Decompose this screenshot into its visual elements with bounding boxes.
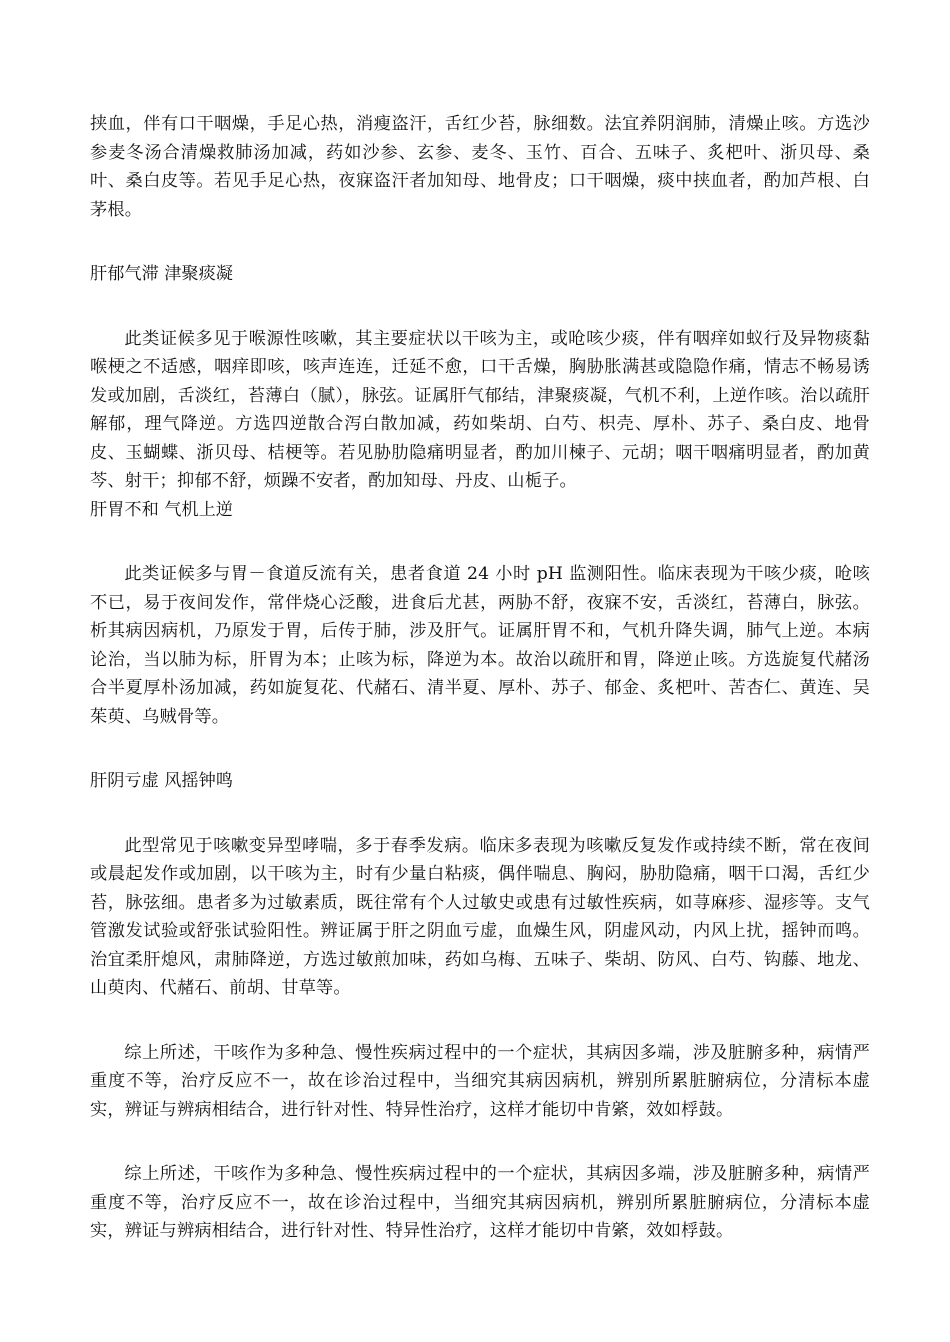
section-heading-liver-yin-deficiency: 肝阴亏虚 风摇钟鸣 — [90, 771, 233, 791]
paragraph-summary-repeat: 综上所述，干咳作为多种急、慢性疾病过程中的一个症状，其病因多端，涉及脏腑多种，病情严重度不等，治疗反应不一，故在诊治过程中，当细究其病因病机，辨别所累脏腑病位，分清标本虚实，辨证与辨病相结合，进行针对性、特异性治疗，这样才能切中肯綮，效如桴鼓。 — [90, 1164, 870, 1241]
section-heading-liver-stomach-disharmony: 肝胃不和 气机上逆 — [90, 499, 233, 520]
paragraph-summary: 综上所述，干咳作为多种急、慢性疾病过程中的一个症状，其病因多端，涉及脏腑多种，病情严重度不等，治疗反应不一，故在诊治过程中，当细究其病因病机，辨别所累脏腑病位，分清标本虚实，辨证与辨病相结合，进行针对性、特异性治疗，这样才能切中肯綮，效如桴鼓。 — [90, 1042, 870, 1120]
paragraph-continuation: 挟血，伴有口干咽燥，手足心热，消瘦盗汗，舌红少苔，脉细数。法宜养阴润肺，清燥止咳。方选沙参麦冬汤合清燥救肺汤加减，药如沙参、玄参、麦冬、玉竹、百合、五味子、炙杷叶、浙贝母、桑叶、桑白皮等。若见手足心热，夜寐盗汗者加知母、地骨皮；口干咽燥，痰中挟血者，酌加芦根、白茅根。 — [90, 114, 870, 220]
section-heading-liver-qi-stagnation: 肝郁气滞 津聚痰凝 — [90, 264, 233, 284]
paragraph-liver-yin-deficiency: 此型常见于咳嗽变异型哮喘，多于春季发病。临床多表现为咳嗽反复发作或持续不断，常在夜间或晨起发作或加剧，以干咳为主，时有少量白粘痰，偶伴喘息、胸闷，胁肋隐痛，咽干口渴，舌红少苔，脉弦细。患者多为过敏素质，既往常有个人过敏史或患有过敏性疾病，如荨麻疹、湿疹等。支气管激发试验或舒张试验阳性。辨证属于肝之阴血亏虚，血燥生风，阴虚风动，内风上扰，摇钟而鸣。治宜柔肝熄风，肃肺降逆，方选过敏煎加味，药如乌梅、五味子、柴胡、防风、白芍、钩藤、地龙、山萸肉、代赭石、前胡、甘草等。 — [90, 835, 870, 998]
document-page — [90, 110, 870, 1246]
paragraph-liver-qi-stagnation: 此类证候多见于喉源性咳嗽，其主要症状以干咳为主，或呛咳少痰，伴有咽痒如蚁行及异物痰黏喉梗之不适感，咽痒即咳，咳声连连，迁延不愈，口干舌燥，胸胁胀满甚或隐隐作痛，情志不畅易诱发或加剧，舌淡红，苔薄白（腻），脉弦。证属肝气郁结，津聚痰凝，气机不利，上逆作咳。治以疏肝解郁，理气降逆。方选四逆散合泻白散加减，药如柴胡、白芍、枳壳、厚朴、苏子、桑白皮、地骨皮、玉蝴蝶、浙贝母、桔梗等。若见胁肋隐痛明显者，酌加川楝子、元胡；咽干咽痛明显者，酌加黄芩、射干；抑郁不舒，烦躁不安者，酌加知母、丹皮、山栀子。 — [90, 328, 870, 491]
paragraph-liver-stomach-disharmony: 此类证候多与胃－食道反流有关，患者食道 24 小时 pH 监测阳性。临床表现为干咳少痰，呛咳不已，易于夜间发作，常伴烧心泛酸，进食后尤甚，两胁不舒，夜寐不安，舌淡红，苔薄白，脉弦。析其病因病机，乃原发于胃，后传于肺，涉及肝气。证属肝胃不和，气机升降失调，肺气上逆。本病论治，当以肺为标，肝胃为本；止咳为标，降逆为本。故治以疏肝和胃，降逆止咳。方选旋复代赭汤合半夏厚朴汤加减，药如旋复花、代赭石、清半夏、厚朴、苏子、郁金、炙杷叶、苦杏仁、黄连、吴茱萸、乌贼骨等。 — [90, 564, 870, 727]
